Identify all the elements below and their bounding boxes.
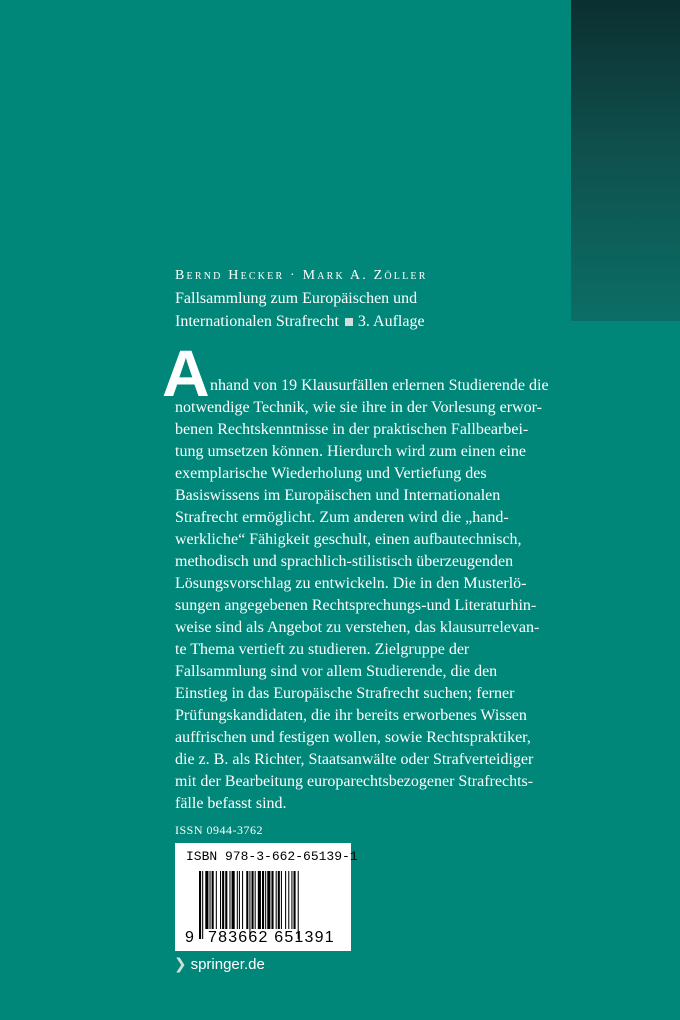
ean-digits: 783662 651391 (208, 929, 335, 946)
publisher-url: springer.de (190, 956, 265, 973)
dark-corner-block (571, 0, 680, 321)
blurb-line: Fallsammlung sind vor allem Studierende, die den (175, 663, 498, 680)
blurb-line: Lösungsvorschlag zu entwickeln. Die in den Musterlö- (175, 575, 527, 592)
isbn-barcode (175, 843, 358, 951)
blurb-line: werkliche“ Fähigkeit geschult, einen aufbautechnisch, (175, 531, 522, 548)
chevron-right-icon: ❯ (174, 956, 187, 973)
blurb-line: Basiswissens im Europäischen und Internationalen (175, 487, 501, 504)
blurb-line: weise sind als Angebot zu verstehen, das klausurrelevan- (175, 619, 540, 636)
blurb-line: notwendige Technik, wie sie ihre in der Vorlesung erwor- (175, 399, 542, 416)
blurb-line: auffrischen und festigen wollen, sowie Rechtspraktiker, (175, 729, 531, 746)
edition-label: 3. Auflage (357, 313, 425, 330)
issn-number: ISSN 0944-3762 (175, 823, 264, 837)
book-title-line-2 (175, 313, 425, 331)
blurb-line: sungen angegebenen Rechtsprechungs-und Literaturhin- (175, 597, 537, 614)
book-title-line-1: Fallsammlung zum Europäischen und (175, 290, 418, 307)
blurb-line: benen Rechtskenntnisse in der praktischen Fallbearbei- (175, 421, 529, 438)
ean-first-digit: 9 (185, 929, 194, 946)
drop-cap: A (162, 336, 210, 410)
blurb-line: mit der Bearbeitung europarechtsbezogener Strafrechts- (175, 773, 534, 790)
author-names: Bernd Hecker · Mark A. Zöller (175, 268, 428, 283)
blurb-line: Einstieg in das Europäische Strafrecht suchen; ferner (175, 685, 515, 702)
blurb-line: die z. B. als Richter, Staatsanwälte oder Strafverteidiger (175, 751, 534, 768)
blurb-line: te Thema vertieft zu studieren. Zielgruppe der (175, 641, 470, 658)
blurb-line: methodisch und sprachlich-stilistisch überzeugenden (175, 553, 514, 570)
blurb-line: nhand von 19 Klausurfällen erlernen Studierende die (210, 377, 549, 394)
blurb-line: Strafrecht ermöglicht. Zum anderen wird die „hand- (175, 509, 509, 526)
isbn-label: ISBN 978-3-662-65139-1 (186, 849, 358, 864)
blurb-line: fälle befasst sind. (175, 795, 287, 812)
square-separator-icon (345, 318, 353, 326)
book-title-part-2: Internationalen Strafrecht (175, 313, 339, 330)
publisher-link[interactable] (174, 955, 265, 973)
blurb-line: tung umsetzen können. Hierdurch wird zum einen eine (175, 443, 526, 460)
blurb-line: exemplarische Wiederholung und Vertiefung des (175, 465, 487, 482)
blurb-line: Prüfungskandidaten, die ihr bereits erworbenes Wissen (175, 707, 527, 724)
